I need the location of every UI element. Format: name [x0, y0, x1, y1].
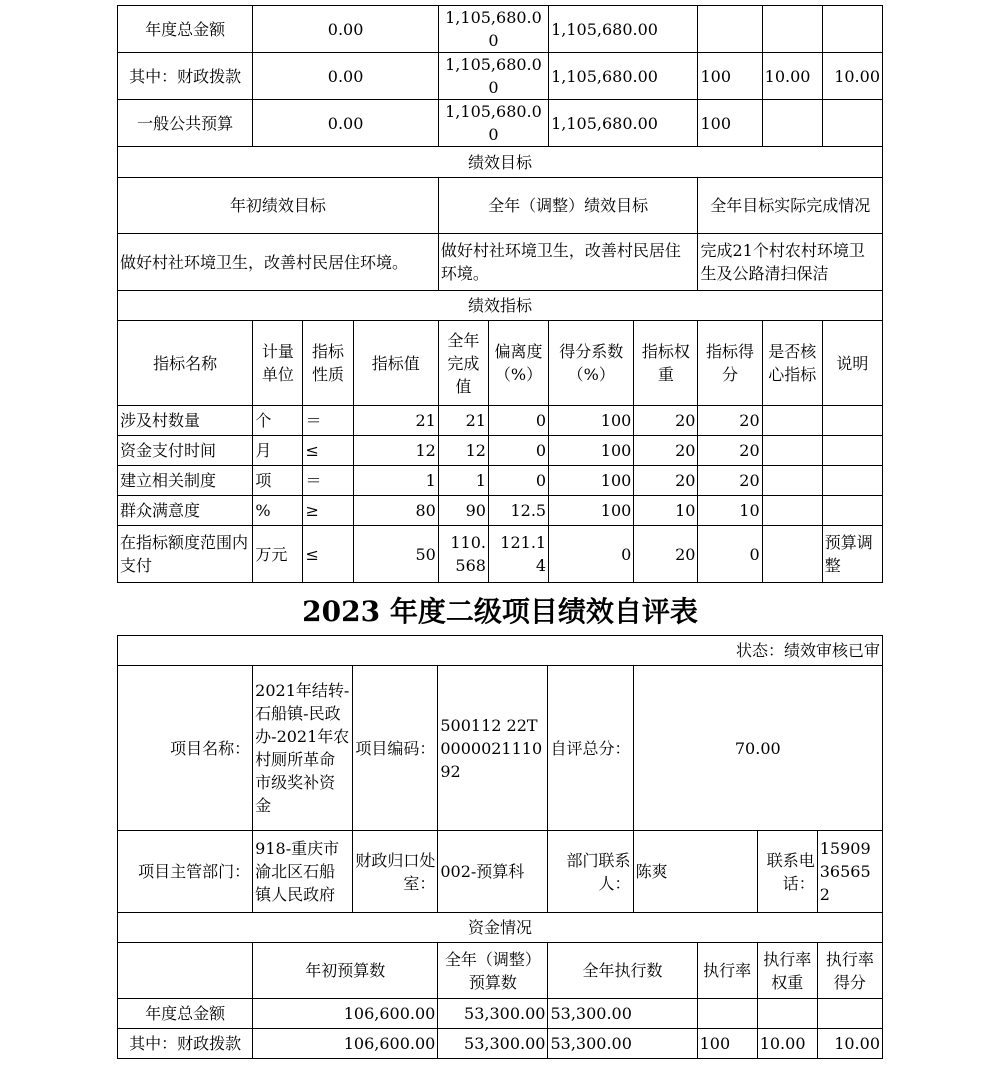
indicator-cell: 0 [488, 466, 548, 496]
indicator-cell [822, 466, 882, 496]
contact: 陈爽 [633, 831, 757, 913]
indicator-cell: ≥ [303, 496, 353, 526]
indicator-row [118, 436, 883, 466]
goal-header-initial: 年初绩效目标 [118, 178, 439, 234]
indicator-cell: 90 [438, 496, 488, 526]
indicator-cell: 100 [549, 406, 634, 436]
indicator-row [118, 466, 883, 496]
indicator-cell: % [253, 496, 303, 526]
indicator-header: 说明 [822, 321, 882, 406]
indicator-cell [762, 496, 822, 526]
fund-header: 执行率得分 [817, 943, 882, 999]
contact-label: 部门联系人： [548, 831, 633, 913]
funding-rate: 100 [697, 1029, 757, 1059]
indicator-cell: 12 [438, 436, 488, 466]
indicator-cell: 预算调整 [822, 526, 882, 583]
indicator-cell: 20 [698, 466, 762, 496]
indicator-cell: 在指标额度范围内支付 [118, 526, 253, 583]
funding-label: 一般公共预算 [118, 100, 253, 147]
funding-executed: 53,300.00 [548, 999, 697, 1029]
indicator-cell: 建立相关制度 [118, 466, 253, 496]
funding-initial: 0.00 [253, 6, 439, 53]
indicator-cell: 20 [698, 406, 762, 436]
indicators-section-title: 绩效指标 [118, 291, 883, 321]
performance-table-top [117, 5, 883, 583]
indicator-header: 指标得分 [698, 321, 762, 406]
indicator-cell: 涉及村数量 [118, 406, 253, 436]
indicator-header: 指标性质 [303, 321, 353, 406]
goal-adjusted: 做好村社环境卫生，改善村民居住环境。 [438, 234, 698, 291]
funding-row [118, 100, 883, 147]
funding-adjusted: 53,300.00 [438, 1029, 548, 1059]
indicator-cell: 20 [634, 436, 698, 466]
indicator-cell: 20 [634, 406, 698, 436]
indicator-cell: 110.568 [438, 526, 488, 583]
project-name-label: 项目名称： [118, 666, 253, 831]
funding-score [822, 6, 882, 53]
performance-table-bottom [117, 635, 883, 1059]
phone: 15909365652 [817, 831, 882, 913]
indicator-cell: 80 [353, 496, 438, 526]
indicator-cell [822, 496, 882, 526]
funding-executed: 53,300.00 [548, 1029, 697, 1059]
fund-header: 年初预算数 [253, 943, 438, 999]
indicator-cell: 1 [353, 466, 438, 496]
funds-section-title: 资金情况 [118, 913, 883, 943]
funding-rate: 100 [698, 53, 762, 100]
funding-executed: 1,105,680.00 [549, 6, 698, 53]
indicator-cell: ≤ [303, 436, 353, 466]
indicator-header: 得分系数（%） [549, 321, 634, 406]
fund-header: 全年执行数 [548, 943, 697, 999]
indicator-cell: 20 [634, 466, 698, 496]
funding-initial: 106,600.00 [253, 999, 438, 1029]
indicator-cell [762, 406, 822, 436]
goal-header-adjusted: 全年（调整）绩效目标 [438, 178, 698, 234]
indicator-cell: 0 [549, 526, 634, 583]
funding-initial: 106,600.00 [253, 1029, 438, 1059]
funding-weight: 10.00 [757, 1029, 817, 1059]
funding-label: 其中：财政拨款 [118, 53, 253, 100]
indicator-header: 指标名称 [118, 321, 253, 406]
funding-rate [698, 6, 762, 53]
funding-label: 年度总金额 [118, 6, 253, 53]
finance: 002-预算科 [438, 831, 548, 913]
finance-label: 财政归口处室： [353, 831, 438, 913]
funding-executed: 1,105,680.00 [549, 100, 698, 147]
indicator-cell: 10 [698, 496, 762, 526]
indicator-cell: ＝ [303, 406, 353, 436]
indicator-header: 指标权重 [634, 321, 698, 406]
dept: 918-重庆市渝北区石船镇人民政府 [253, 831, 353, 913]
funding-rate [697, 999, 757, 1029]
funding-weight [762, 6, 822, 53]
funding-initial: 0.00 [253, 100, 439, 147]
status-label: 状态：绩效审核已审 [118, 636, 883, 666]
project-code: 500112 22T000002111092 [438, 666, 548, 831]
funding-adjusted: 1,105,680.00 [438, 100, 548, 147]
fund-header-blank [118, 943, 253, 999]
self-score-label: 自评总分： [548, 666, 633, 831]
indicator-cell: 21 [438, 406, 488, 436]
indicator-cell: 12 [353, 436, 438, 466]
indicator-cell: 12.5 [488, 496, 548, 526]
indicator-row [118, 526, 883, 583]
indicator-row [118, 496, 883, 526]
indicator-cell [762, 436, 822, 466]
indicator-header: 计量单位 [253, 321, 303, 406]
indicator-cell: 100 [549, 466, 634, 496]
indicator-cell: 个 [253, 406, 303, 436]
indicator-cell: 万元 [253, 526, 303, 583]
goal-actual: 完成21个村农村环境卫生及公路清扫保洁 [698, 234, 883, 291]
goal-header-actual: 全年目标实际完成情况 [698, 178, 883, 234]
indicator-cell [822, 436, 882, 466]
funding-adjusted: 1,105,680.00 [438, 6, 548, 53]
fund-header: 执行率权重 [757, 943, 817, 999]
funding-row [118, 53, 883, 100]
indicator-header-row [118, 321, 883, 406]
indicator-header: 偏离度（%） [488, 321, 548, 406]
goal-initial: 做好村社环境卫生，改善村民居住环境。 [118, 234, 439, 291]
dept-label: 项目主管部门： [118, 831, 253, 913]
funding-row [118, 6, 883, 53]
indicator-cell: 21 [353, 406, 438, 436]
funding-initial: 0.00 [253, 53, 439, 100]
funding-score [822, 100, 882, 147]
indicator-header: 指标值 [353, 321, 438, 406]
funding-executed: 1,105,680.00 [549, 53, 698, 100]
funding-row [118, 999, 883, 1029]
indicator-cell: 50 [353, 526, 438, 583]
indicator-cell: 0 [488, 436, 548, 466]
funding-row [118, 1029, 883, 1059]
indicator-cell: 1 [438, 466, 488, 496]
indicator-header: 是否核心指标 [762, 321, 822, 406]
funding-weight [762, 100, 822, 147]
indicator-cell: 月 [253, 436, 303, 466]
indicator-cell: 100 [549, 436, 634, 466]
indicator-cell: 资金支付时间 [118, 436, 253, 466]
indicator-cell: 项 [253, 466, 303, 496]
self-score: 70.00 [633, 666, 882, 831]
funding-adjusted: 53,300.00 [438, 999, 548, 1029]
funding-weight: 10.00 [762, 53, 822, 100]
indicator-cell [822, 406, 882, 436]
indicator-cell: 20 [634, 526, 698, 583]
goals-section-title: 绩效目标 [118, 147, 883, 178]
indicator-cell: 10 [634, 496, 698, 526]
funding-weight [757, 999, 817, 1029]
indicator-cell: 0 [698, 526, 762, 583]
project-code-label: 项目编码： [353, 666, 438, 831]
indicator-cell: ≤ [303, 526, 353, 583]
indicator-header: 全年完成值 [438, 321, 488, 406]
indicator-cell: 20 [698, 436, 762, 466]
indicator-row [118, 406, 883, 436]
funding-adjusted: 1,105,680.00 [438, 53, 548, 100]
indicator-cell: 121.14 [488, 526, 548, 583]
funding-score [817, 999, 882, 1029]
page-title: 2023 年度二级项目绩效自评表 [302, 595, 698, 628]
indicator-cell [762, 466, 822, 496]
project-name: 2021年结转-石船镇-民政办-2021年农村厕所革命市级奖补资金 [253, 666, 353, 831]
funding-score: 10.00 [817, 1029, 882, 1059]
indicator-cell: ＝ [303, 466, 353, 496]
indicator-cell: 100 [549, 496, 634, 526]
fund-header: 执行率 [697, 943, 757, 999]
indicator-cell [762, 526, 822, 583]
funding-score: 10.00 [822, 53, 882, 100]
phone-label: 联系电话： [757, 831, 817, 913]
funding-label: 其中：财政拨款 [118, 1029, 253, 1059]
fund-header: 全年（调整）预算数 [438, 943, 548, 999]
indicator-cell: 群众满意度 [118, 496, 253, 526]
funding-rate: 100 [698, 100, 762, 147]
funding-label: 年度总金额 [118, 999, 253, 1029]
indicator-cell: 0 [488, 406, 548, 436]
